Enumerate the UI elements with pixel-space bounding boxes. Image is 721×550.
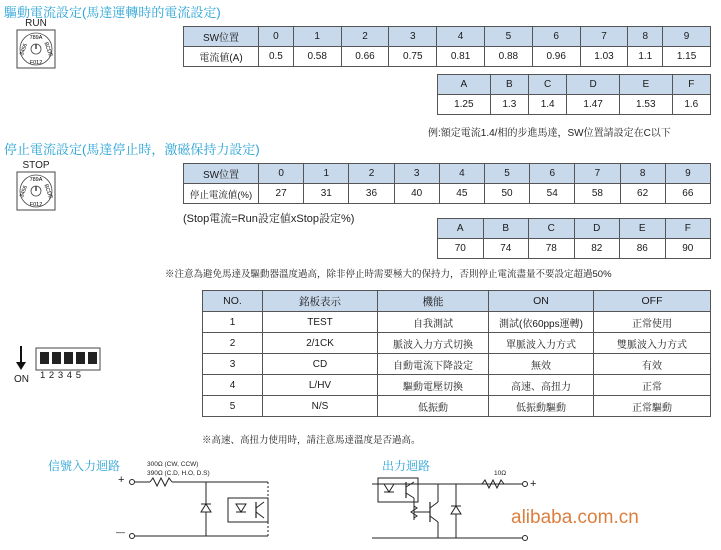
table-header-cell: 7	[575, 164, 620, 184]
rotary-switch-icon	[16, 171, 56, 211]
input-circuit-title: 信號入力迴路	[48, 459, 121, 473]
svg-text:789A: 789A	[29, 177, 43, 183]
stop-current-formula: (Stop電流=Run設定値xStop設定%)	[183, 213, 355, 225]
table-header-cell: 7	[580, 27, 628, 47]
table-cell: 0.5	[259, 47, 294, 67]
table-header-cell: 1	[293, 27, 341, 47]
table-row-label: 電流値(A)	[184, 47, 259, 67]
dip-cell: 正常驅動	[594, 396, 711, 417]
table-header-cell: A	[438, 219, 484, 239]
table-header-cell: 0	[259, 27, 294, 47]
table-header-cell: 3	[394, 164, 439, 184]
dip-cell: 單脈波入力方式	[489, 333, 594, 354]
table-header-cell: D	[567, 75, 620, 95]
table-cell: 1.03	[580, 47, 628, 67]
table-cell: 27	[259, 184, 304, 204]
dip-header-off: OFF	[594, 291, 711, 312]
table-header-cell: 5	[484, 27, 532, 47]
table-header-cell: 6	[532, 27, 580, 47]
dip-cell: TEST	[263, 312, 378, 333]
output-resistor-note: 10Ω	[494, 470, 507, 477]
table-cell: 1.6	[672, 95, 710, 115]
table-header-cell: 2	[341, 27, 389, 47]
table-cell: 74	[483, 239, 529, 259]
dip-cell: 2/1CK	[263, 333, 378, 354]
table-header-cell: B	[483, 219, 529, 239]
input-plus-label: +	[118, 474, 125, 486]
table-cell: 58	[575, 184, 620, 204]
table-cell: 1.15	[663, 47, 711, 67]
svg-text:3456: 3456	[19, 184, 29, 199]
dip-cell: 驅動電壓切換	[378, 375, 489, 396]
run-rotary-dial[interactable]	[14, 18, 58, 69]
table-cell: 1.47	[567, 95, 620, 115]
table-cell: 45	[439, 184, 484, 204]
table-header-cell: 5	[484, 164, 529, 184]
output-circuit-title: 出力迴路	[382, 459, 431, 473]
table-row	[203, 312, 711, 333]
dip-cell: 高速、高扭力	[489, 375, 594, 396]
drive-current-example-note: 例:額定電流1.4/相的步進馬達，SW位置請設定在C以下	[428, 128, 671, 139]
table-cell: 86	[620, 239, 666, 259]
table-header-cell: B	[490, 75, 528, 95]
table-cell: 70	[438, 239, 484, 259]
run-current-table	[183, 26, 711, 67]
stop-rotary-dial[interactable]	[14, 160, 58, 211]
dip-cell: 雙脈波入力方式	[594, 333, 711, 354]
svg-text:BCDE: BCDE	[42, 41, 54, 58]
table-header-cell: 8	[620, 164, 665, 184]
svg-text:F012: F012	[29, 60, 43, 66]
table-cell: 0.66	[341, 47, 389, 67]
dip-cell: 低振動驅動	[489, 396, 594, 417]
table-cell: 40	[394, 184, 439, 204]
table-header-cell: C	[528, 75, 566, 95]
dip-cell: 5	[203, 396, 263, 417]
dip-header-label: 銘板表示	[263, 291, 378, 312]
table-header-cell: SW位置	[184, 27, 259, 47]
table-header-cell: 3	[389, 27, 437, 47]
dip-header-no: NO.	[203, 291, 263, 312]
table-row-label: 停止電流値(%)	[184, 184, 259, 204]
table-header-cell: D	[574, 219, 620, 239]
dip-cell: 脈波入力方式切換	[378, 333, 489, 354]
input-resistor-note-2: 390Ω (C.D, H.O, D.S)	[147, 470, 210, 477]
stop-current-title: 停止電流設定(馬達停止時，激磁保持力設定)	[4, 142, 260, 157]
dip-function-table	[202, 290, 711, 417]
stop-dial-label: STOP	[22, 160, 50, 171]
table-cell: 0.96	[532, 47, 580, 67]
input-minus-label: —	[116, 527, 125, 537]
table-cell: 50	[484, 184, 529, 204]
dip-cell: 測試(依60pps運轉)	[489, 312, 594, 333]
table-cell: 66	[665, 184, 710, 204]
stop-current-table	[183, 163, 711, 204]
dip-cell: CD	[263, 354, 378, 375]
table-cell: 82	[574, 239, 620, 259]
table-header-cell: 4	[439, 164, 484, 184]
dip-cell: 無效	[489, 354, 594, 375]
run-current-table-hex	[437, 74, 711, 115]
dip-cell: 3	[203, 354, 263, 375]
dip-cell: 低振動	[378, 396, 489, 417]
table-cell: 1.25	[438, 95, 491, 115]
dip-cell: L/HV	[263, 375, 378, 396]
table-cell: 1.1	[628, 47, 663, 67]
input-resistor-note-1: 300Ω (CW, CCW)	[147, 461, 199, 468]
table-header-cell: F	[665, 219, 711, 239]
table-cell: 62	[620, 184, 665, 204]
dip-switch-illustration	[14, 346, 104, 391]
dip-high-speed-note: ※高速、高扭力使用時，請注意馬達溫度是否過高。	[202, 435, 421, 446]
dip-cell: 2	[203, 333, 263, 354]
dip-cell: 自我測試	[378, 312, 489, 333]
dip-on-label: ON	[14, 374, 29, 385]
dip-cell: 1	[203, 312, 263, 333]
table-header-cell: 8	[628, 27, 663, 47]
svg-text:F012: F012	[29, 202, 43, 208]
table-row	[203, 375, 711, 396]
table-header-cell: 4	[437, 27, 485, 47]
table-header-cell: E	[619, 75, 672, 95]
dip-switch-numbers: 1 2 3 4 5	[40, 370, 81, 381]
table-cell: 0.75	[389, 47, 437, 67]
table-header-cell: A	[438, 75, 491, 95]
table-header-cell: 6	[530, 164, 575, 184]
table-header-cell: 9	[663, 27, 711, 47]
table-cell: 54	[530, 184, 575, 204]
stop-current-table-hex	[437, 218, 711, 259]
drive-current-title: 驅動電流設定(馬達運轉時的電流設定)	[4, 5, 221, 20]
svg-text:BCDE: BCDE	[42, 183, 54, 200]
table-cell: 0.81	[437, 47, 485, 67]
table-cell: 36	[349, 184, 394, 204]
table-header-cell: 2	[349, 164, 394, 184]
output-plus-label: +	[530, 478, 537, 490]
table-cell: 31	[304, 184, 349, 204]
dip-cell: 4	[203, 375, 263, 396]
table-row	[203, 396, 711, 417]
svg-text:3456: 3456	[19, 42, 29, 57]
input-circuit-diagram	[128, 470, 328, 548]
stop-current-warning: ※注意為避免馬達及驅動器溫度過高，除非停止時需要極大的保持力，否則停止電流盡量不要設定超過50%	[165, 269, 612, 280]
dip-header-function: 機能	[378, 291, 489, 312]
table-header-cell: E	[620, 219, 666, 239]
table-header-cell: SW位置	[184, 164, 259, 184]
dip-cell: 正常	[594, 375, 711, 396]
table-cell: 0.58	[293, 47, 341, 67]
table-header-cell: C	[529, 219, 575, 239]
table-cell: 1.4	[528, 95, 566, 115]
output-circuit-diagram	[372, 472, 532, 548]
dip-cell: 有效	[594, 354, 711, 375]
table-header-cell: 0	[259, 164, 304, 184]
alibaba-watermark: alibaba.com.cn	[511, 507, 639, 528]
table-cell: 90	[665, 239, 711, 259]
table-cell: 0.88	[484, 47, 532, 67]
table-cell: 78	[529, 239, 575, 259]
dip-header-on: ON	[489, 291, 594, 312]
rotary-switch-icon	[16, 29, 56, 69]
dip-cell: 正常使用	[594, 312, 711, 333]
dip-cell: 自動電流下降設定	[378, 354, 489, 375]
table-cell: 1.53	[619, 95, 672, 115]
table-row	[203, 354, 711, 375]
table-cell: 1.3	[490, 95, 528, 115]
table-header-cell: 9	[665, 164, 710, 184]
svg-text:789A: 789A	[29, 35, 43, 41]
run-dial-label: RUN	[25, 18, 47, 29]
table-header-cell: F	[672, 75, 710, 95]
table-row	[203, 333, 711, 354]
table-header-cell: 1	[304, 164, 349, 184]
dip-cell: N/S	[263, 396, 378, 417]
